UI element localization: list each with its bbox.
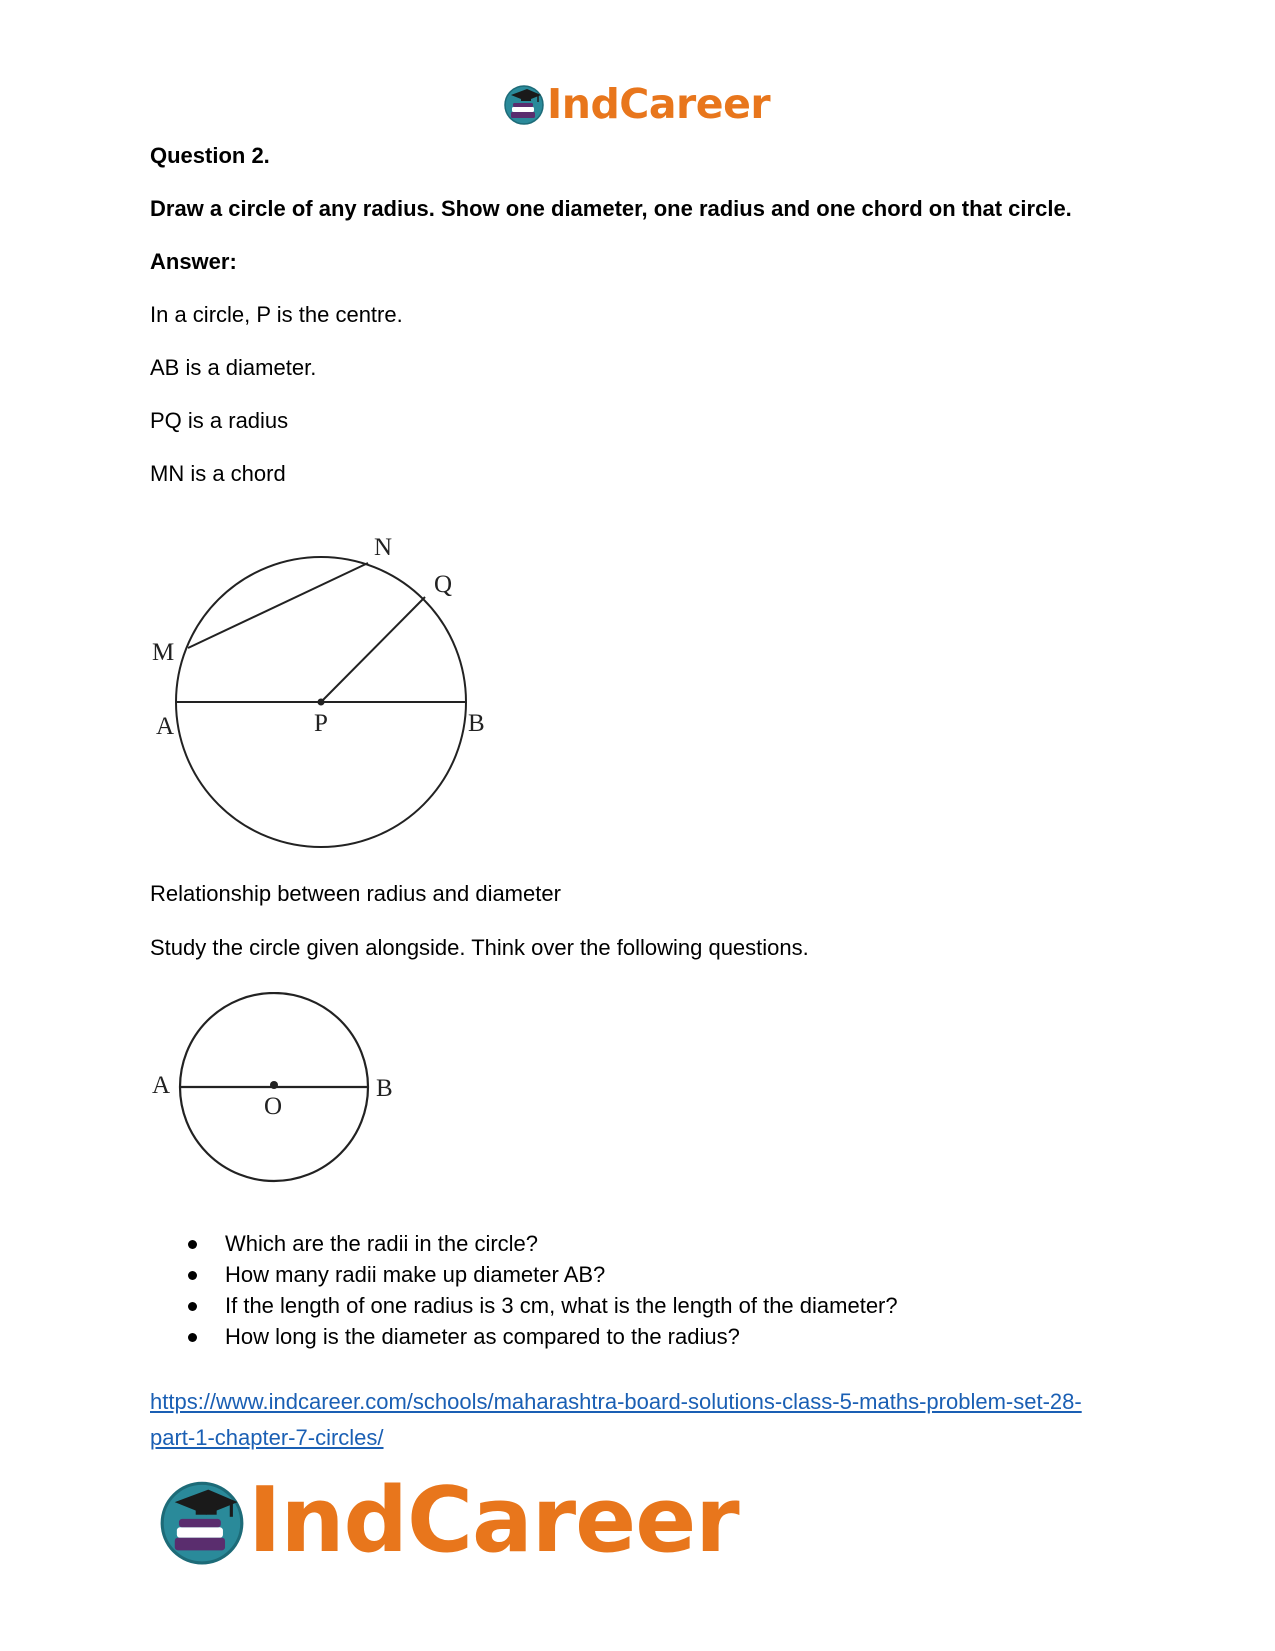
footer-logo bbox=[158, 1468, 739, 1573]
centre-point-o bbox=[270, 1081, 278, 1089]
label-n: N bbox=[374, 534, 393, 561]
bullet-icon bbox=[188, 1333, 197, 1342]
bullet-icon bbox=[188, 1240, 197, 1249]
graduation-cap-books-globe-icon bbox=[158, 1477, 246, 1565]
source-link-line-2[interactable]: part-1-chapter-7-circles/ bbox=[150, 1425, 384, 1450]
answer-line-centre: In a circle, P is the centre. bbox=[150, 302, 403, 327]
list-item: How long is the diameter as compared to the radius? bbox=[150, 1321, 898, 1352]
label-q: Q bbox=[434, 571, 453, 598]
chord-mn bbox=[188, 563, 368, 648]
radius-pq bbox=[321, 597, 425, 702]
label-a: A bbox=[156, 713, 175, 740]
label-b: B bbox=[468, 710, 485, 737]
section-intro: Study the circle given alongside. Think over the following questions. bbox=[150, 935, 809, 960]
logo-wordmark: IndCareer bbox=[547, 80, 771, 128]
label-a: A bbox=[152, 1072, 171, 1099]
answer-line-radius: PQ is a radius bbox=[150, 408, 289, 433]
question-heading: Question 2. bbox=[150, 143, 270, 168]
answer-heading: Answer: bbox=[150, 249, 237, 274]
circle-diagram-1 bbox=[140, 520, 500, 860]
source-link[interactable] bbox=[150, 1384, 1150, 1456]
bullet-icon bbox=[188, 1302, 197, 1311]
answer-line-chord: MN is a chord bbox=[150, 461, 286, 486]
circle-diagram-2 bbox=[140, 992, 410, 1192]
question-prompt: Draw a circle of any radius. Show one diameter, one radius and one chord on that circle. bbox=[150, 196, 1072, 221]
label-p: P bbox=[314, 710, 328, 737]
label-m: M bbox=[152, 639, 175, 666]
graduation-cap-books-globe-icon bbox=[503, 83, 545, 125]
bullet-icon bbox=[188, 1271, 197, 1280]
list-item: If the length of one radius is 3 cm, what is the length of the diameter? bbox=[150, 1290, 898, 1321]
source-link-line-1[interactable]: https://www.indcareer.com/schools/maharashtra-board-solutions-class-5-maths-problem-set-28- bbox=[150, 1389, 1082, 1414]
centre-point-p bbox=[318, 699, 325, 706]
label-o: O bbox=[264, 1093, 283, 1120]
answer-line-diameter: AB is a diameter. bbox=[150, 355, 317, 380]
logo-wordmark: IndCareer bbox=[248, 1468, 739, 1573]
list-item: Which are the radii in the circle? bbox=[150, 1228, 898, 1259]
header-logo bbox=[503, 80, 770, 128]
question-list bbox=[150, 1228, 898, 1352]
section-title: Relationship between radius and diameter bbox=[150, 881, 561, 906]
label-b: B bbox=[376, 1075, 393, 1102]
list-item: How many radii make up diameter AB? bbox=[150, 1259, 898, 1290]
